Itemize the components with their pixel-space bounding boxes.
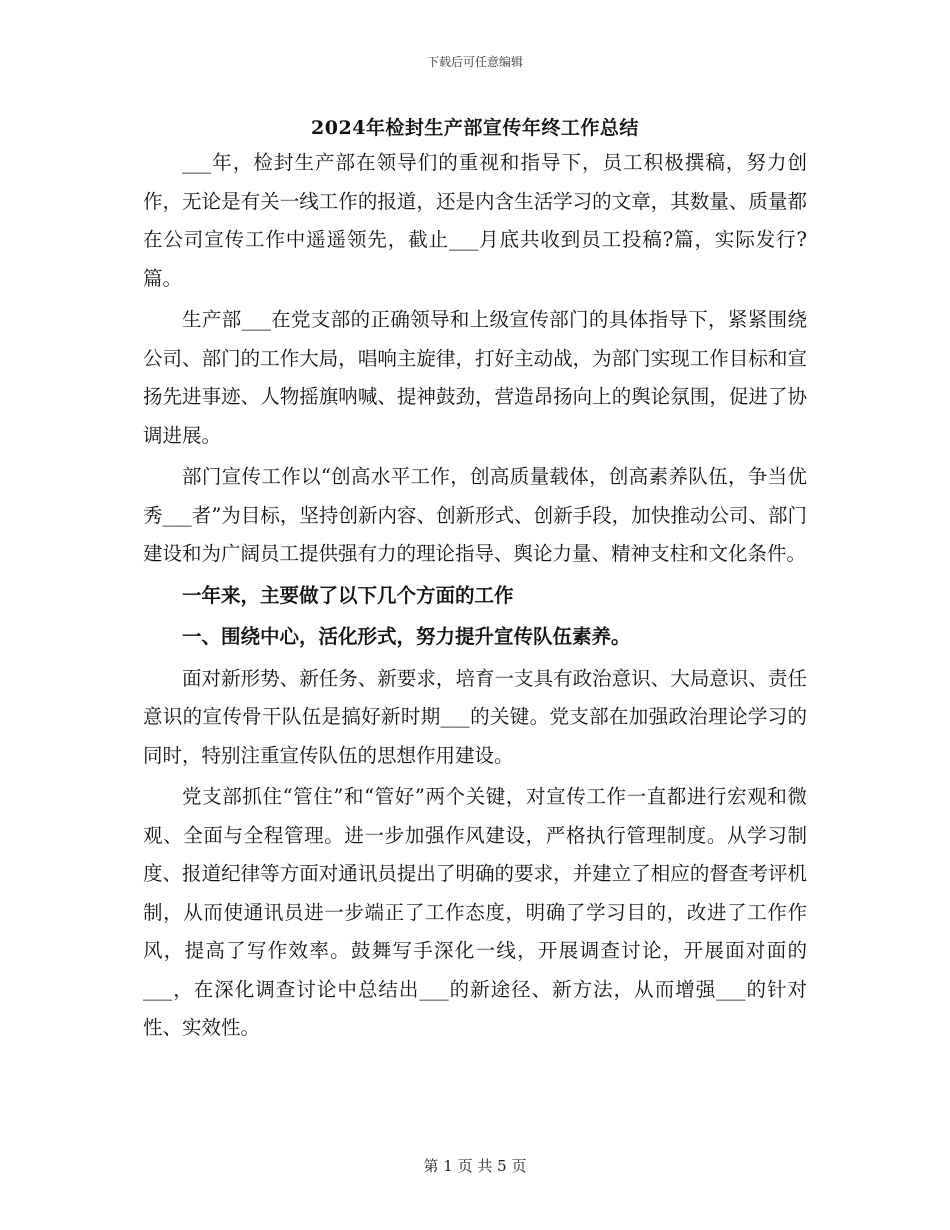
page-footer: 第 1 页 共 5 页 — [423, 1157, 527, 1175]
paragraph-intro: ___年，检封生产部在领导们的重视和指导下，员工积极撰稿，努力创作，无论是有关一线工作的报道，还是内含生活学习的文章，其数量、质量都在公司宣传工作中遥遥领先，截止___月底共收到员工投稿?篇，实际发行?篇。 — [143, 151, 807, 290]
paragraph-new-situation: 面对新形势、新任务、新要求，培育一支具有政治意识、大局意识、责任意识的宣传骨干队伍是搞好新时期___的关键。党支部在加强政治理论学习的同时，特别注重宣传队伍的思想作用建设。 — [143, 666, 807, 767]
paragraph-goals: 部门宣传工作以“创高水平工作，创高质量载体，创高素养队伍，争当优秀___者”为目标，坚持创新内容、创新形式、创新手段，加快推动公司、部门建设和为广阔员工提供强有力的理论指导、舆论力量、精神支柱和文化条件。 — [143, 465, 807, 565]
document-title: 2024年检封生产部宣传年终工作总结 — [311, 117, 639, 139]
header-note: 下载后可任意编辑 — [426, 55, 523, 69]
section-heading-summary: 一年来，主要做了以下几个方面的工作 — [182, 583, 514, 607]
section-heading-1: 一、围绕中心，活化形式，努力提升宣传队伍素养。 — [182, 625, 631, 648]
document-body — [143, 144, 807, 1051]
paragraph-leadership: 生产部___在党支部的正确领导和上级宣传部门的具体指导下，紧紧围绕公司、部门的工作大局，唱响主旋律，打好主动战，为部门实现工作目标和宣扬先进事迹、人物摇旗呐喊、提神鼓劲，营造昂扬向上的舆论氛围，促进了协调进展。 — [143, 308, 807, 447]
paragraph-management: 党支部抓住“管住”和“管好”两个关键，对宣传工作一直都进行宏观和微观、全面与全程管理。进一步加强作风建设，严格执行管理制度。从学习制度、报道纪律等方面对通讯员提出了明确的要求，并建立了相应的督查考评机制，从而使通讯员进一步端正了工作态度，明确了学习目的，改进了工作作风，提高了写作效率。鼓舞写手深化一线，开展调查讨论，开展面对面的___，在深化调查讨论中总结出___的新途径、新方法，从而增强___的针对性、实效性。 — [143, 785, 807, 1039]
